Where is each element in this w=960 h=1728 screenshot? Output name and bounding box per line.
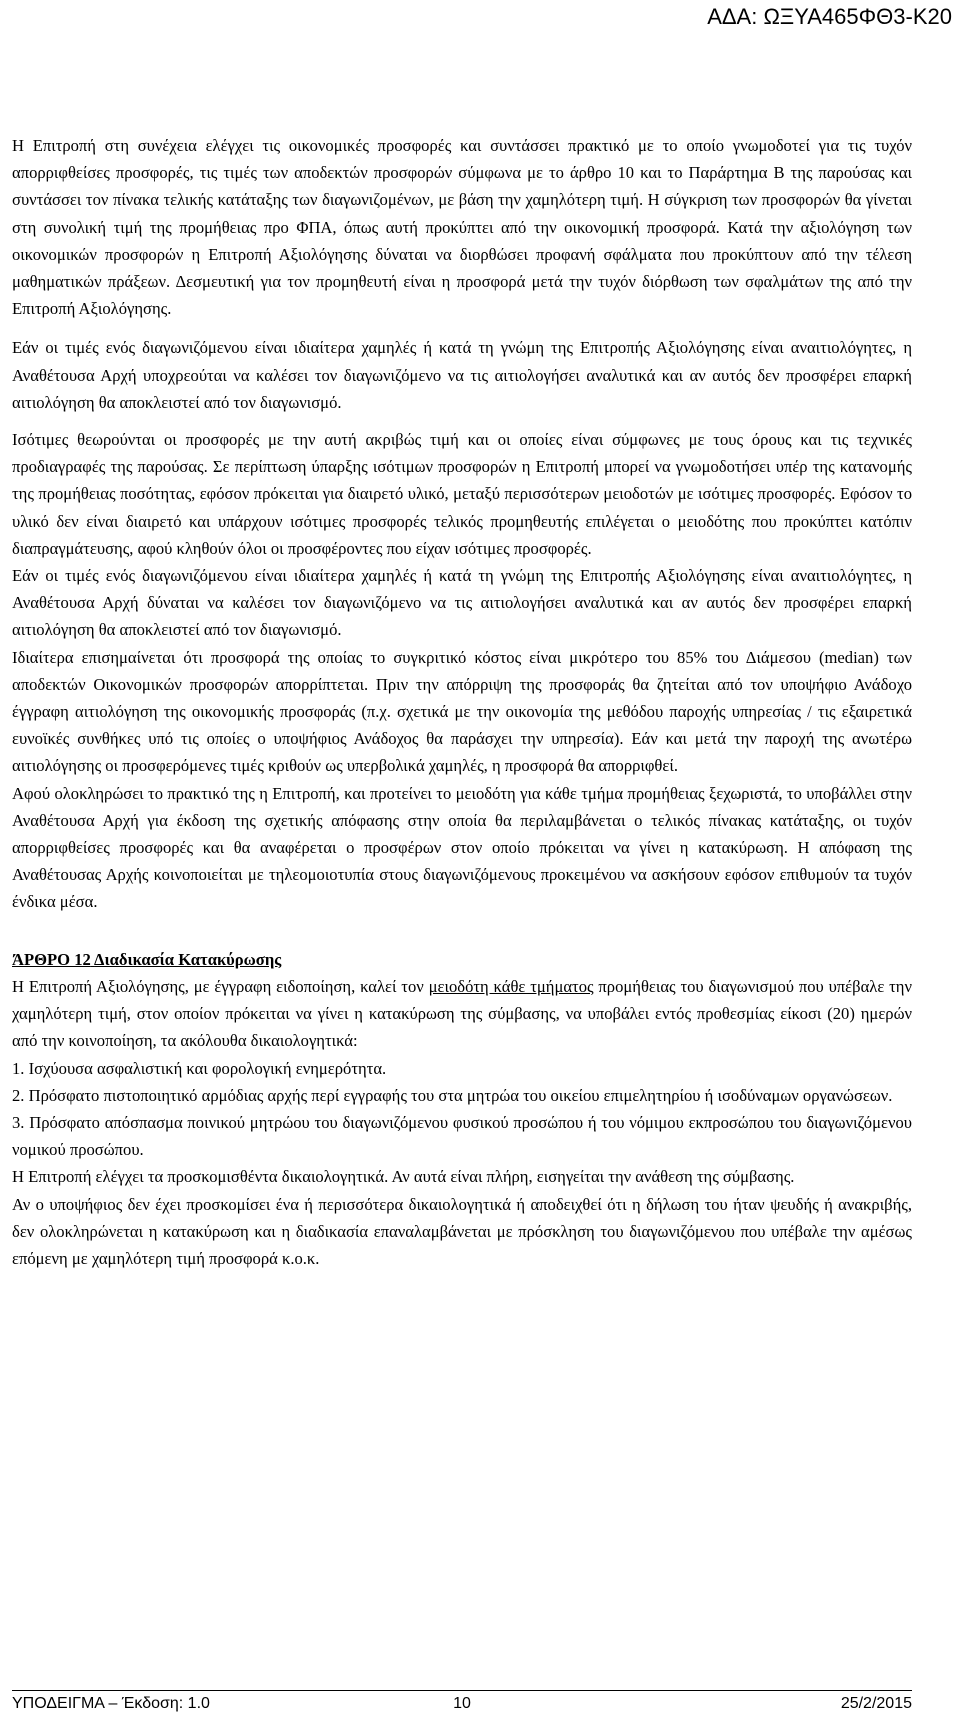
footer-divider <box>12 1690 912 1691</box>
ada-code: ΑΔΑ: ΩΞΥΑ465ΦΘ3-Κ20 <box>707 4 952 29</box>
list-item: 3. Πρόσφατο απόσπασμα ποινικού μητρώου του διαγωνιζόμενου φυσικού προσώπου ή του νόμιμου εκπροσώπου του διαγωνιζόμενου νομικού προσώπου. <box>12 1112 912 1160</box>
page-number: 10 <box>453 1695 471 1712</box>
list-item: 2. Πρόσφατο πιστοποιητικό αρμόδιας αρχής περί εγγραφής του στα μητρώα του οικείου επιμελητηρίου ή ισοδύναμων οργανώσεων. <box>12 1085 893 1105</box>
document-body <box>12 132 912 1272</box>
paragraph-median-rule: Ιδιαίτερα επισημαίνεται ότι προσφορά της οποίας το συγκριτικό κόστος είναι μικρότερο του 85% του Διάμεσου (median) των αποδεκτών Οικονομικών προσφορών απορρίπτεται. Πριν την απόρριψη της προσφοράς θα ζητείται από τον υποψήφιο Ανάδοχο έγγραφη αιτιολόγηση της οικονομικής προσφοράς (π.χ. σχετικά με την οικονομία της μεθόδου παροχής υπηρεσίας / τις εξαιρετικά ευνοϊκές συνθήκες υπό τις οποίες ο υποψήφιος Ανάδοχος θα παράσχει την υπηρεσία). Εάν και μετά την παροχή της ανωτέρω αιτιολόγησης οι προσφερόμενες τιμές κριθούν ως υπερβολικά χαμηλές, η προσφορά θα απορριφθεί. <box>12 647 912 776</box>
paragraph-equal-offers: Ισότιμες θεωρούνται οι προσφορές με την αυτή ακριβώς τιμή και οι οποίες είναι σύμφωνες με τους όρους και τις τεχνικές προδιαγραφές της παρούσας. Σε περίπτωση ύπαρξης ισότιμων προσφορών η Επιτροπή μπορεί να γνωμοδοτήσει υπέρ της κατανομής της προμήθειας ποσότητας, εφόσον πρόκειται για διαιρετό υλικό, μεταξύ περισσότερων μειοδοτών με ισότιμες προσφορές. Εφόσον το υλικό δεν είναι διαιρετό και υπάρχουν ισότιμες προσφορές τελικός προμηθευτής επιλέγεται ο μειοδότης που προκύπτει κατόπιν διαπραγμάτευσης, αφού κληθούν όλοι οι προσφέροντες που είχαν ισότιμες προσφορές. <box>12 430 912 558</box>
paragraph-evaluation: Η Επιτροπή στη συνέχεια ελέγχει τις οικονομικές προσφορές και συντάσσει πρακτικό με το οποίο γνωμοδοτεί για τις τυχόν απορριφθείσες προσφορές, τις τιμές των αποδεκτών προσφορών σύμφωνα με το άρθρο 10 και το Παράρτημα Β της παρούσας και συντάσσει τον πίνακα τελικής κατάταξης των διαγωνιζομένων, με βάση την χαμηλότερη τιμή. Η σύγκριση των προσφορών θα γίνεται στη συνολική τιμή της προμήθειας προ ΦΠΑ, όπως αυτή προκύπτει από την οικονομική προσφορά. Κατά την αξιολόγηση των οικονομικών προσφορών η Επιτροπή Αξιολόγησης δύναται να διορθώσει προφανή σφάλματα που προκύπτουν από την τέλεση μαθηματικών πράξεων. Δεσμευτική για τον προμηθευτή είναι η προσφορά μετά την τυχόν διόρθωση των σφαλμάτων της από την Επιτροπή Αξιολόγησης. <box>12 136 912 319</box>
article-title: Διαδικασία Κατακύρωσης <box>94 949 282 969</box>
paragraph-low-prices-option: Εάν οι τιμές ενός διαγωνιζόμενου είναι ιδιαίτερα χαμηλές ή κατά τη γνώμη της Επιτροπής Αξιολόγησης είναι αναιτιολόγητες, η Αναθέτουσα Αρχή δύναται να καλέσει τον διαγωνιζόμενο να τις αιτιολογήσει αναλυτικά και αν αυτός δεν προσφέρει επαρκή αιτιολόγηση θα αποκλειστεί από τον διαγωνισμό. <box>12 566 912 640</box>
footer-date: 25/2/2015 <box>840 1695 912 1712</box>
article-number: ΆΡΘΡΟ 12 <box>12 949 91 969</box>
list-item: 1. Ισχύουσα ασφαλιστική και φορολογική ενημερότητα. <box>12 1058 387 1078</box>
article-intro-before: Η Επιτροπή Αξιολόγησης, με έγγραφη ειδοποίηση, καλεί τον <box>12 976 429 996</box>
article-intro <box>12 973 912 1055</box>
article-heading <box>12 946 912 973</box>
paragraph-committee-report: Αφού ολοκληρώσει το πρακτικό της η Επιτροπή, και προτείνει το μειοδότη για κάθε τμήμα προμήθειας ξεχωριστά, το υποβάλλει στην Αναθέτουσα Αρχή για έκδοση της σχετικής απόφασης στην οποία θα περιλαμβάνεται ο τελικός πίνακας κατάταξης, οι τυχόν απορριφθείσες προσφορές και θα αναφέρεται ο προσφέρων στον οποίο πρόκειται να γίνει η κατακύρωση. Η απόφαση της Αναθέτουσας Αρχής κοινοποιείται με τηλεομοιοτυπία στους διαγωνιζόμενους προκειμένου να ασκήσουν εφόσον επιθυμούν τα τυχόν ένδικα μέσα. <box>12 783 912 912</box>
paragraph-low-prices-obligation: Εάν οι τιμές ενός διαγωνιζόμενου είναι ιδιαίτερα χαμηλές ή κατά τη γνώμη της Επιτροπής Αξιολόγησης είναι αναιτιολόγητες, η Αναθέτουσα Αρχή υποχρεούται να καλέσει τον διαγωνιζόμενο να τις αιτιολογήσει αναλυτικά και αν αυτός δεν προσφέρει επαρκή αιτιολόγηση θα αποκλειστεί από τον διαγωνισμό. <box>12 338 912 412</box>
paragraph-failure: Αν ο υποψήφιος δεν έχει προσκομίσει ένα ή περισσότερα δικαιολογητικά ή αποδειχθεί ότι η δήλωση του ήταν ψευδής ή ανακριβής, δεν ολοκληρώνεται η κατακύρωση και η διαδικασία επαναλαμβάνεται με πρόσκληση του διαγωνιζόμενου που υπέβαλε την αμέσως επόμενη με χαμηλότερη τιμή προσφορά κ.ο.κ. <box>12 1194 912 1268</box>
paragraph-check: Η Επιτροπή ελέγχει τα προσκομισθέντα δικαιολογητικά. Αν αυτά είναι πλήρη, εισηγείται την ανάθεση της σύμβασης. <box>12 1167 795 1187</box>
article-intro-underlined: μειοδότη κάθε τμήματος <box>428 976 594 996</box>
article-intro-after: προμήθειας του διαγωνισμού που υπέβαλε την χαμηλότερη τιμή, στον οποίον πρόκειται να γίνει η κατακύρωση της σύμβασης, να υποβάλει εντός προθεσμίας είκοσι (20) ημερών από την κοινοποίηση, τα ακόλουθα δικαιολογητικά: <box>12 976 912 1051</box>
footer-version: ΥΠΟΔΕΙΓΜΑ – Έκδοση: 1.0 <box>12 1695 210 1712</box>
